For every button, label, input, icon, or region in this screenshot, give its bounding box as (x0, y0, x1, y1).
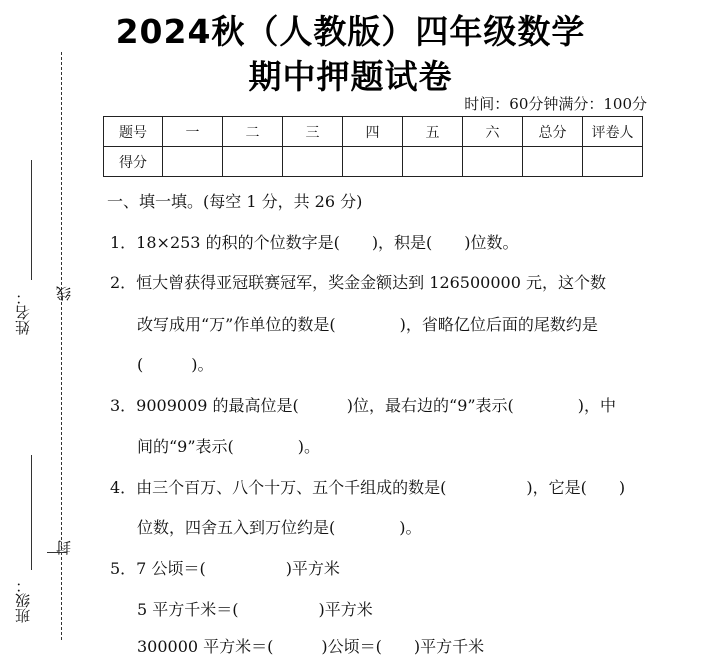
score-cell[interactable] (283, 147, 343, 177)
score-header-cell: 题号 (104, 117, 163, 147)
name-label: 姓名： (14, 290, 32, 335)
score-header-cell: 六 (463, 117, 523, 147)
score-header-cell: 总分 (523, 117, 583, 147)
score-header-cell: 四 (343, 117, 403, 147)
question-2-line2: 改写成用“万”作单位的数是( )，省略亿位后面的尾数约是 (137, 315, 598, 334)
score-cell[interactable] (583, 147, 643, 177)
score-cell[interactable] (463, 147, 523, 177)
score-header-cell: 五 (403, 117, 463, 147)
question-2-line3: ( )。 (137, 355, 214, 374)
question-4-line2: 位数，四舍五入到万位约是( )。 (137, 518, 422, 537)
score-header-cell: 评卷人 (583, 117, 643, 147)
score-table-score-row (104, 147, 643, 177)
name-write-line[interactable] (31, 160, 32, 280)
score-row-label: 得分 (104, 147, 163, 177)
question-4-line1: 4．由三个百万、八个十万、五个千组成的数是( )，它是( ) (110, 478, 626, 497)
time-info: 时间：60分钟满分：100分 (464, 95, 647, 113)
question-5-line1: 5．7 公顷＝( )平方米 (110, 559, 340, 578)
class-write-line[interactable] (31, 455, 32, 570)
question-1: 1．18×253 的积的个位数字是( )，积是( )位数。 (110, 233, 519, 252)
score-header-cell: 二 (223, 117, 283, 147)
score-cell[interactable] (223, 147, 283, 177)
question-2-line1: 2．恒大曾获得亚冠联赛冠军，奖金金额达到 126500000 元，这个数 (110, 273, 606, 292)
score-table (103, 116, 643, 177)
seal-tick (47, 552, 67, 553)
seal-marker: 封 (55, 540, 73, 555)
line-marker: 线 (55, 286, 73, 301)
question-5-line2: 5 平方千米＝( )平方米 (137, 600, 373, 619)
class-label: 班级： (14, 578, 32, 623)
score-header-cell: 一 (163, 117, 223, 147)
question-3-line2: 间的“9”表示( )。 (137, 437, 321, 456)
score-cell[interactable] (163, 147, 223, 177)
score-header-cell: 三 (283, 117, 343, 147)
section-heading: 一、填一填。(每空 1 分，共 26 分) (107, 192, 363, 211)
exam-title-line2: 期中押题试卷 (248, 57, 453, 96)
score-table-header-row (104, 117, 643, 147)
question-5-line3: 300000 平方米＝( )公顷＝( )平方千米 (137, 637, 485, 656)
score-cell[interactable] (343, 147, 403, 177)
score-cell[interactable] (523, 147, 583, 177)
question-3-line1: 3．9009009 的最高位是( )位，最右边的“9”表示( )，中 (110, 396, 617, 415)
exam-title-line1: 2024秋（人教版）四年级数学 (115, 12, 586, 51)
score-cell[interactable] (403, 147, 463, 177)
